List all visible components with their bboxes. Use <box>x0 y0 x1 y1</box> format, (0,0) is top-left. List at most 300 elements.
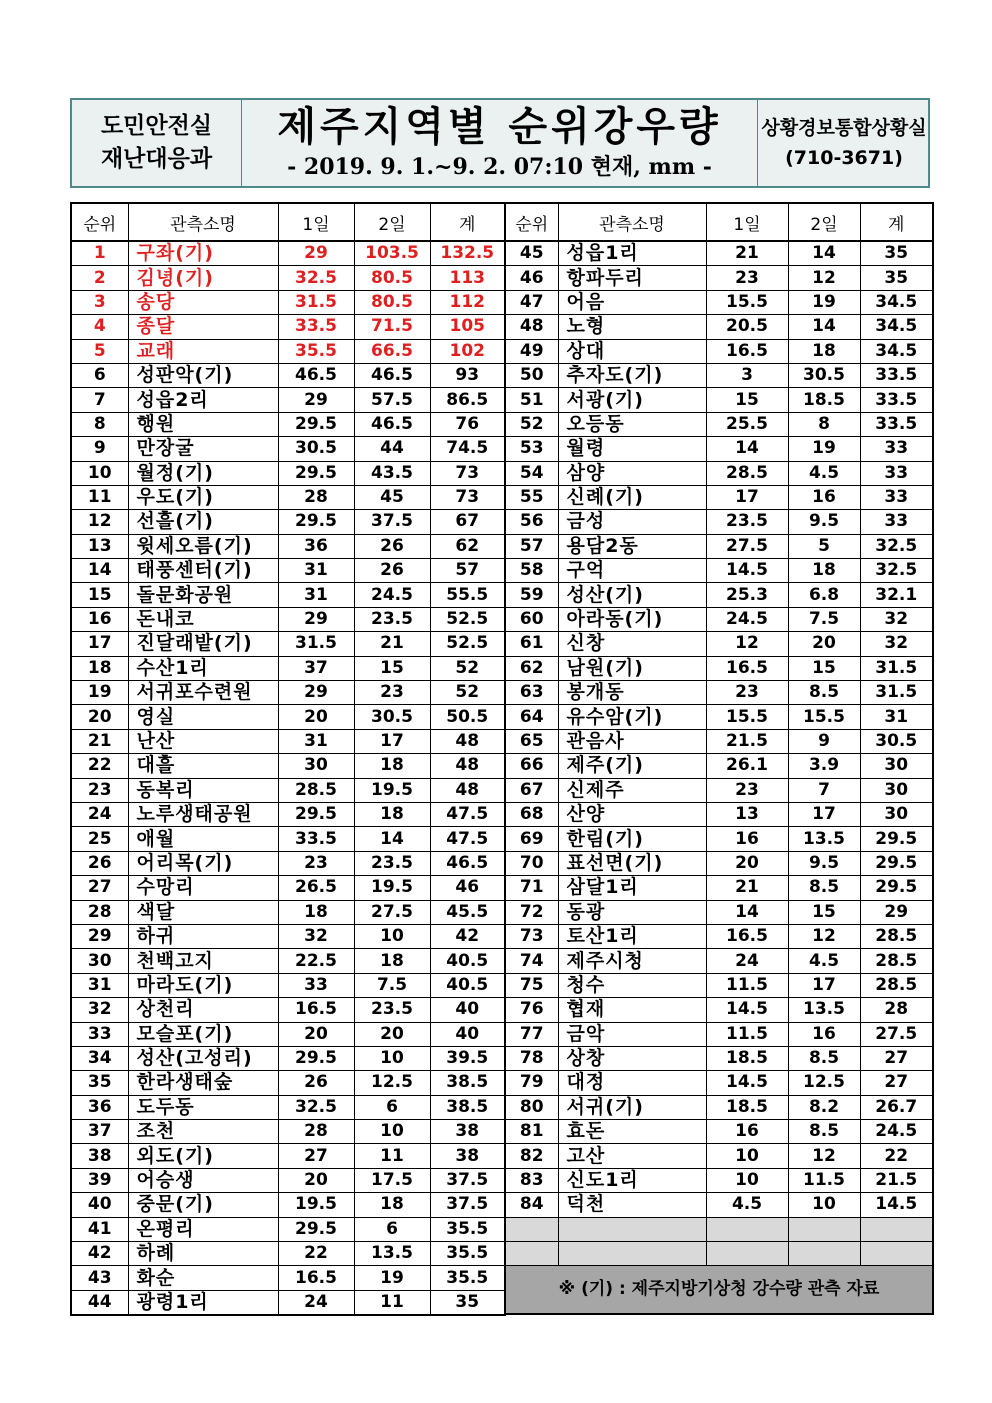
rank-cell: 15 <box>71 583 128 607</box>
empty-cell <box>505 1217 558 1241</box>
total-cell: 31.5 <box>860 681 933 705</box>
rank-cell: 38 <box>71 1144 128 1168</box>
dept-line-2: 재난대응과 <box>100 146 213 172</box>
table-row <box>505 1144 933 1168</box>
day2-cell: 18.5 <box>788 388 860 412</box>
station-cell: 노형 <box>558 315 706 339</box>
station-cell: 도두동 <box>128 1095 278 1119</box>
rank-cell: 41 <box>71 1217 128 1241</box>
rank-cell: 64 <box>505 705 558 729</box>
station-cell: 하례 <box>128 1242 278 1266</box>
station-cell: 동광 <box>558 900 706 924</box>
day1-cell: 33.5 <box>278 827 354 851</box>
table-row <box>71 949 505 973</box>
rank-cell: 66 <box>505 754 558 778</box>
table-row <box>505 729 933 753</box>
day1-cell: 36 <box>278 534 354 558</box>
table-row <box>71 705 505 729</box>
day1-cell: 30.5 <box>278 437 354 461</box>
day1-cell: 29 <box>278 388 354 412</box>
table-row <box>505 437 933 461</box>
table-row <box>505 388 933 412</box>
station-cell: 협재 <box>558 998 706 1022</box>
station-cell: 월정(기) <box>128 461 278 485</box>
rank-cell: 20 <box>71 705 128 729</box>
total-cell: 32.5 <box>860 559 933 583</box>
station-cell: 표선면(기) <box>558 851 706 875</box>
station-cell: 태풍센터(기) <box>128 559 278 583</box>
day2-cell: 8.5 <box>788 681 860 705</box>
rank-cell: 22 <box>71 754 128 778</box>
rank-cell: 5 <box>71 339 128 363</box>
station-cell: 구좌(기) <box>128 241 278 266</box>
day1-cell: 15.5 <box>706 290 788 314</box>
station-cell: 성읍1리 <box>558 241 706 266</box>
table-row <box>71 681 505 705</box>
total-cell: 40 <box>430 1022 505 1046</box>
table-row <box>505 485 933 509</box>
day2-cell: 14 <box>354 827 430 851</box>
rank-cell: 30 <box>71 949 128 973</box>
day1-cell: 28 <box>278 1120 354 1144</box>
station-cell: 성산(기) <box>558 583 706 607</box>
empty-cell <box>706 1242 788 1266</box>
day2-cell: 11 <box>354 1144 430 1168</box>
day2-cell: 14 <box>788 315 860 339</box>
day1-cell: 3 <box>706 363 788 387</box>
station-cell: 삼양 <box>558 461 706 485</box>
day2-cell: 17 <box>788 802 860 826</box>
day2-cell: 80.5 <box>354 266 430 290</box>
rank-cell: 19 <box>71 681 128 705</box>
total-cell: 38 <box>430 1120 505 1144</box>
day2-cell: 20 <box>354 1022 430 1046</box>
dept-line-1: 도민안전실 <box>100 113 213 139</box>
day2-cell: 66.5 <box>354 339 430 363</box>
table-row <box>71 534 505 558</box>
rank-cell: 1 <box>71 241 128 266</box>
rank-cell: 40 <box>71 1193 128 1217</box>
table-row <box>505 705 933 729</box>
rank-cell: 10 <box>71 461 128 485</box>
station-cell: 외도(기) <box>128 1144 278 1168</box>
day2-cell: 8.5 <box>788 1120 860 1144</box>
table-row <box>71 559 505 583</box>
station-cell: 중문(기) <box>128 1193 278 1217</box>
rank-cell: 25 <box>71 827 128 851</box>
station-cell: 애월 <box>128 827 278 851</box>
table-row <box>71 1144 505 1168</box>
station-cell: 효돈 <box>558 1120 706 1144</box>
day1-cell: 23 <box>706 778 788 802</box>
total-cell: 29.5 <box>860 851 933 875</box>
total-cell: 73 <box>430 485 505 509</box>
day1-cell: 29 <box>278 681 354 705</box>
rank-cell: 9 <box>71 437 128 461</box>
day1-cell: 13 <box>706 802 788 826</box>
total-cell: 40.5 <box>430 949 505 973</box>
table-row <box>71 583 505 607</box>
station-cell: 토산1리 <box>558 924 706 948</box>
rank-cell: 33 <box>71 1022 128 1046</box>
rank-cell: 21 <box>71 729 128 753</box>
day2-cell: 7 <box>788 778 860 802</box>
table-row <box>505 754 933 778</box>
total-cell: 28.5 <box>860 924 933 948</box>
rank-cell: 73 <box>505 924 558 948</box>
rank-cell: 67 <box>505 778 558 802</box>
rank-cell: 76 <box>505 998 558 1022</box>
day1-cell: 26.1 <box>706 754 788 778</box>
total-cell: 33.5 <box>860 412 933 436</box>
station-cell: 금성 <box>558 510 706 534</box>
day2-cell: 19 <box>354 1266 430 1290</box>
rank-cell: 23 <box>71 778 128 802</box>
rank-cell: 12 <box>71 510 128 534</box>
day2-cell: 13.5 <box>788 998 860 1022</box>
table-row <box>71 778 505 802</box>
day1-cell: 22 <box>278 1242 354 1266</box>
day2-cell: 13.5 <box>354 1242 430 1266</box>
day2-cell: 26 <box>354 534 430 558</box>
table-row <box>505 583 933 607</box>
rank-cell: 39 <box>71 1168 128 1192</box>
table-row <box>71 827 505 851</box>
table-row <box>505 900 933 924</box>
day2-cell: 45 <box>354 485 430 509</box>
table-row <box>505 266 933 290</box>
day2-cell: 10 <box>354 924 430 948</box>
table-row <box>505 802 933 826</box>
station-cell: 김녕(기) <box>128 266 278 290</box>
rank-cell: 26 <box>71 851 128 875</box>
rank-cell: 18 <box>71 656 128 680</box>
table-row <box>71 1266 505 1290</box>
total-cell: 24.5 <box>860 1120 933 1144</box>
day2-cell: 12 <box>788 1144 860 1168</box>
rank-cell: 65 <box>505 729 558 753</box>
table-row <box>71 1193 505 1217</box>
station-cell: 봉개동 <box>558 681 706 705</box>
station-cell: 금악 <box>558 1022 706 1046</box>
empty-row <box>505 1242 933 1266</box>
rank-cell: 47 <box>505 290 558 314</box>
day2-cell: 19 <box>788 437 860 461</box>
empty-cell <box>860 1217 933 1241</box>
day2-cell: 80.5 <box>354 290 430 314</box>
day1-cell: 32 <box>278 924 354 948</box>
day1-cell: 18.5 <box>706 1046 788 1070</box>
day1-cell: 29.5 <box>278 510 354 534</box>
table-row <box>505 973 933 997</box>
day1-cell: 12 <box>706 632 788 656</box>
table-row <box>505 290 933 314</box>
total-cell: 55.5 <box>430 583 505 607</box>
day1-cell: 16.5 <box>278 1266 354 1290</box>
day2-cell: 23.5 <box>354 851 430 875</box>
rank-cell: 37 <box>71 1120 128 1144</box>
table-row <box>505 876 933 900</box>
day2-cell: 18 <box>354 754 430 778</box>
rank-cell: 70 <box>505 851 558 875</box>
table-row <box>505 241 933 266</box>
table-row <box>71 241 505 266</box>
day1-cell: 21 <box>706 241 788 266</box>
station-cell: 용담2동 <box>558 534 706 558</box>
total-cell: 48 <box>430 754 505 778</box>
total-cell: 38 <box>430 1144 505 1168</box>
day1-cell: 33 <box>278 973 354 997</box>
table-row <box>71 900 505 924</box>
rank-cell: 63 <box>505 681 558 705</box>
day1-cell: 24.5 <box>706 607 788 631</box>
total-cell: 40 <box>430 998 505 1022</box>
table-row <box>71 1242 505 1266</box>
day1-cell: 20 <box>706 851 788 875</box>
day1-cell: 29 <box>278 607 354 631</box>
day1-cell: 18 <box>278 900 354 924</box>
table-row <box>71 973 505 997</box>
day1-cell: 24 <box>706 949 788 973</box>
table-header-row <box>71 203 505 241</box>
day1-cell: 20 <box>278 1168 354 1192</box>
day1-cell: 20 <box>278 705 354 729</box>
station-cell: 서귀(기) <box>558 1095 706 1119</box>
table-row <box>71 1168 505 1192</box>
rank-cell: 58 <box>505 559 558 583</box>
table-row <box>505 998 933 1022</box>
table-row <box>71 607 505 631</box>
col-station: 관측소명 <box>558 203 706 241</box>
day1-cell: 29.5 <box>278 412 354 436</box>
table-row <box>71 363 505 387</box>
day1-cell: 32.5 <box>278 266 354 290</box>
station-cell: 제주(기) <box>558 754 706 778</box>
rank-cell: 83 <box>505 1168 558 1192</box>
total-cell: 86.5 <box>430 388 505 412</box>
station-cell: 대정 <box>558 1071 706 1095</box>
station-cell: 구억 <box>558 559 706 583</box>
day1-cell: 11.5 <box>706 1022 788 1046</box>
day1-cell: 15 <box>706 388 788 412</box>
day2-cell: 6 <box>354 1217 430 1241</box>
rank-cell: 31 <box>71 973 128 997</box>
col-day2: 2일 <box>788 203 860 241</box>
table-row <box>505 559 933 583</box>
total-cell: 33 <box>860 485 933 509</box>
day2-cell: 7.5 <box>788 607 860 631</box>
total-cell: 22 <box>860 1144 933 1168</box>
rank-cell: 79 <box>505 1071 558 1095</box>
table-row <box>71 876 505 900</box>
station-cell: 한라생태숲 <box>128 1071 278 1095</box>
table-row <box>71 656 505 680</box>
station-cell: 항파두리 <box>558 266 706 290</box>
station-cell: 교래 <box>128 339 278 363</box>
rank-cell: 16 <box>71 607 128 631</box>
total-cell: 33.5 <box>860 363 933 387</box>
day2-cell: 27.5 <box>354 900 430 924</box>
day2-cell: 10 <box>354 1046 430 1070</box>
day1-cell: 20 <box>278 1022 354 1046</box>
rank-cell: 81 <box>505 1120 558 1144</box>
station-cell: 상대 <box>558 339 706 363</box>
day1-cell: 28.5 <box>706 461 788 485</box>
station-cell: 어음 <box>558 290 706 314</box>
rank-cell: 27 <box>71 876 128 900</box>
table-row <box>505 778 933 802</box>
rank-cell: 61 <box>505 632 558 656</box>
station-cell: 신례(기) <box>558 485 706 509</box>
total-cell: 32.5 <box>860 534 933 558</box>
station-cell: 남원(기) <box>558 656 706 680</box>
day1-cell: 17 <box>706 485 788 509</box>
station-cell: 한림(기) <box>558 827 706 851</box>
station-cell: 산양 <box>558 802 706 826</box>
day2-cell: 10 <box>354 1120 430 1144</box>
empty-cell <box>706 1217 788 1241</box>
day2-cell: 46.5 <box>354 412 430 436</box>
rank-cell: 71 <box>505 876 558 900</box>
empty-cell <box>788 1242 860 1266</box>
total-cell: 112 <box>430 290 505 314</box>
rank-cell: 14 <box>71 559 128 583</box>
day2-cell: 16 <box>788 1022 860 1046</box>
day2-cell: 18 <box>354 802 430 826</box>
empty-row <box>505 1217 933 1241</box>
rank-cell: 69 <box>505 827 558 851</box>
rank-cell: 68 <box>505 802 558 826</box>
report-subtitle: - 2019. 9. 1.~9. 2. 07:10 현재, mm - <box>287 154 712 180</box>
day2-cell: 4.5 <box>788 949 860 973</box>
day1-cell: 27 <box>278 1144 354 1168</box>
day1-cell: 10 <box>706 1168 788 1192</box>
total-cell: 35.5 <box>430 1217 505 1241</box>
rank-cell: 62 <box>505 656 558 680</box>
rank-cell: 50 <box>505 363 558 387</box>
table-row <box>71 1120 505 1144</box>
day2-cell: 18 <box>354 1193 430 1217</box>
day2-cell: 9.5 <box>788 510 860 534</box>
total-cell: 35.5 <box>430 1266 505 1290</box>
col-total: 계 <box>860 203 933 241</box>
table-row <box>71 412 505 436</box>
total-cell: 40.5 <box>430 973 505 997</box>
total-cell: 35 <box>430 1290 505 1315</box>
office-name: 상황경보통합상황실 <box>761 117 927 139</box>
table-row <box>505 461 933 485</box>
total-cell: 46 <box>430 876 505 900</box>
table-row <box>505 827 933 851</box>
total-cell: 33 <box>860 510 933 534</box>
station-cell: 선흘(기) <box>128 510 278 534</box>
day2-cell: 46.5 <box>354 363 430 387</box>
rank-cell: 35 <box>71 1071 128 1095</box>
day2-cell: 16 <box>788 485 860 509</box>
total-cell: 27.5 <box>860 1022 933 1046</box>
station-cell: 돈내코 <box>128 607 278 631</box>
total-cell: 52 <box>430 656 505 680</box>
total-cell: 21.5 <box>860 1168 933 1192</box>
day1-cell: 14 <box>706 900 788 924</box>
table-row <box>71 632 505 656</box>
table-row <box>71 485 505 509</box>
day1-cell: 31 <box>278 559 354 583</box>
rank-cell: 13 <box>71 534 128 558</box>
total-cell: 74.5 <box>430 437 505 461</box>
rank-cell: 42 <box>71 1242 128 1266</box>
rank-cell: 45 <box>505 241 558 266</box>
total-cell: 39.5 <box>430 1046 505 1070</box>
station-cell: 천백고지 <box>128 949 278 973</box>
day1-cell: 30 <box>278 754 354 778</box>
station-cell: 서광(기) <box>558 388 706 412</box>
total-cell: 62 <box>430 534 505 558</box>
station-cell: 종달 <box>128 315 278 339</box>
station-cell: 오등동 <box>558 412 706 436</box>
rank-cell: 36 <box>71 1095 128 1119</box>
rank-cell: 55 <box>505 485 558 509</box>
total-cell: 14.5 <box>860 1193 933 1217</box>
table-row <box>71 729 505 753</box>
day1-cell: 16.5 <box>278 998 354 1022</box>
empty-cell <box>788 1217 860 1241</box>
total-cell: 47.5 <box>430 802 505 826</box>
rank-cell: 52 <box>505 412 558 436</box>
day2-cell: 5 <box>788 534 860 558</box>
day2-cell: 15 <box>788 900 860 924</box>
total-cell: 57 <box>430 559 505 583</box>
table-row <box>71 1290 505 1315</box>
day2-cell: 19 <box>788 290 860 314</box>
day2-cell: 7.5 <box>354 973 430 997</box>
station-cell: 신제주 <box>558 778 706 802</box>
rank-cell: 60 <box>505 607 558 631</box>
col-station: 관측소명 <box>128 203 278 241</box>
station-cell: 하귀 <box>128 924 278 948</box>
total-cell: 42 <box>430 924 505 948</box>
rank-cell: 74 <box>505 949 558 973</box>
day2-cell: 12.5 <box>788 1071 860 1095</box>
report-title: 제주지역별 순위강우량 <box>277 104 722 150</box>
total-cell: 27 <box>860 1071 933 1095</box>
day1-cell: 16.5 <box>706 656 788 680</box>
day2-cell: 71.5 <box>354 315 430 339</box>
day2-cell: 12 <box>788 924 860 948</box>
rank-cell: 84 <box>505 1193 558 1217</box>
day1-cell: 29.5 <box>278 461 354 485</box>
table-row <box>71 461 505 485</box>
day1-cell: 11.5 <box>706 973 788 997</box>
rainfall-table-right <box>504 202 934 1315</box>
table-row <box>71 754 505 778</box>
station-cell: 진달래밭(기) <box>128 632 278 656</box>
rank-cell: 6 <box>71 363 128 387</box>
total-cell: 46.5 <box>430 851 505 875</box>
total-cell: 33.5 <box>860 388 933 412</box>
table-row <box>505 1095 933 1119</box>
table-row <box>71 1095 505 1119</box>
station-cell: 아라동(기) <box>558 607 706 631</box>
day2-cell: 12 <box>788 266 860 290</box>
total-cell: 67 <box>430 510 505 534</box>
rank-cell: 44 <box>71 1290 128 1315</box>
day1-cell: 16.5 <box>706 924 788 948</box>
day2-cell: 23.5 <box>354 607 430 631</box>
station-cell: 고산 <box>558 1144 706 1168</box>
day2-cell: 11.5 <box>788 1168 860 1192</box>
day1-cell: 32.5 <box>278 1095 354 1119</box>
